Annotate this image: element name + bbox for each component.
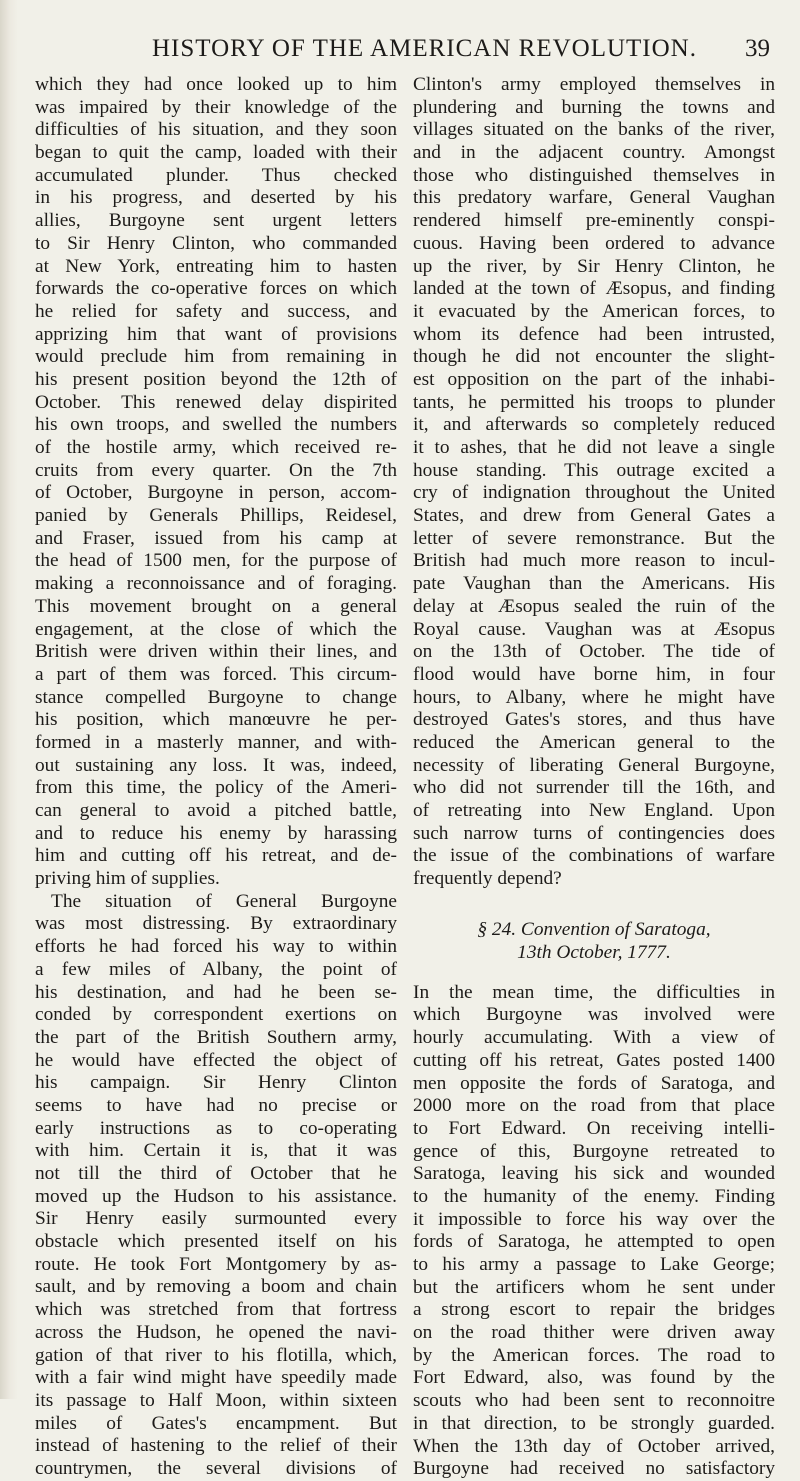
right-column-lines-after-heading	[413, 982, 775, 1481]
text-line: the part of the British Southern army,	[35, 1026, 397, 1048]
text-line: letter of severe remonstrance. But the	[413, 527, 775, 549]
text-line: a few miles of Albany, the point of	[35, 958, 397, 980]
text-line: obstacle which presented itself on his	[35, 1231, 397, 1253]
text-line: though he did not encounter the slight-	[413, 346, 775, 368]
text-line: on the 13th of October. The tide of	[413, 641, 775, 663]
text-line: a part of them was forced. This circum-	[35, 663, 397, 685]
text-line: The situation of General Burgoyne	[51, 890, 397, 912]
text-line: was most distressing. By extraordinary	[35, 913, 397, 935]
text-line: formed in a masterly manner, and with-	[35, 731, 397, 753]
text-line: British were driven within their lines, and	[35, 641, 397, 663]
text-line: but the artificers whom he sent under	[413, 1276, 775, 1298]
text-line: of retreating into New England. Upon	[413, 800, 775, 821]
right-text-column	[413, 74, 775, 1481]
text-line: his destination, and had he been se-	[35, 981, 397, 1003]
text-line: on the road thither were driven away	[413, 1322, 775, 1344]
text-line: it evacuated by the American forces, to	[413, 300, 775, 322]
text-line: instead of hastening to the relief of their	[35, 1435, 397, 1457]
text-line: Fort Edward, also, was found by the	[413, 1367, 775, 1389]
text-line: with a fair wind might have speedily made	[35, 1367, 397, 1389]
text-line: frequently depend?	[413, 868, 562, 890]
text-line: him and cutting off his retreat, and de-	[35, 845, 397, 867]
text-line: panied by Generals Phillips, Reidesel,	[35, 505, 397, 527]
text-line: by the American forces. The road to	[413, 1344, 775, 1366]
text-line: sault, and by removing a boom and chain	[35, 1276, 397, 1298]
text-line: to his army a passage to Lake George;	[413, 1254, 775, 1275]
heading-spacing	[413, 964, 775, 982]
text-line: men opposite the fords of Saratoga, and	[413, 1072, 775, 1094]
text-line: which Burgoyne was involved were	[413, 1004, 775, 1026]
text-line: gence of this, Burgoyne retreated to	[413, 1140, 775, 1162]
text-line: early instructions as to co-operating	[35, 1117, 397, 1139]
text-line: of the hostile army, which received re-	[35, 437, 397, 458]
text-line: In the mean time, the difficulties in	[413, 981, 775, 1003]
running-title: HISTORY OF THE AMERICAN REVOLUTION.	[152, 35, 697, 62]
text-line: those who distinguished themselves in	[413, 164, 775, 186]
text-line: such narrow turns of contingencies does	[413, 822, 775, 844]
text-line: Royal cause. Vaughan was at Æsopus	[413, 618, 775, 640]
text-line: necessity of liberating General Burgoyne,	[413, 754, 775, 776]
text-line: was impaired by their knowledge of the	[35, 96, 397, 118]
text-line: can general to avoid a pitched battle,	[35, 800, 397, 821]
text-line: plundering and burning the towns and	[413, 96, 775, 118]
text-line: and Fraser, issued from his camp at	[35, 527, 397, 549]
section-heading	[453, 918, 735, 964]
text-line: fords of Saratoga, he attempted to open	[413, 1231, 775, 1253]
text-line: began to quit the camp, loaded with their	[35, 142, 397, 164]
text-line: hourly accumulating. With a view of	[413, 1027, 775, 1049]
text-line: rendered himself pre-eminently conspi-	[413, 210, 775, 232]
text-line: forwards the co-operative forces on which	[35, 278, 397, 300]
left-column-lines	[35, 74, 397, 1481]
text-line: from this time, the policy of the Ameri-	[35, 777, 397, 799]
text-line: apprizing him that want of provisions	[35, 323, 397, 345]
text-line: Sir Henry easily surmounted every	[35, 1208, 397, 1230]
text-line: efforts he had forced his way to within	[35, 936, 397, 958]
text-line: it to ashes, that he did not leave a single	[413, 437, 775, 458]
text-line: priving him of supplies.	[35, 868, 220, 890]
text-line: house standing. This outrage excited a	[413, 459, 775, 481]
text-line: which they had once looked up to him	[35, 74, 397, 95]
text-line: the issue of the combinations of warfare	[413, 845, 775, 867]
text-line: delay at Æsopus sealed the ruin of the	[413, 595, 775, 617]
text-line: moved up the Hudson to his assistance.	[35, 1185, 397, 1207]
text-line: route. He took Fort Montgomery by as-	[35, 1253, 397, 1275]
text-line: pate Vaughan than the Americans. His	[413, 573, 775, 595]
text-line: cry of indignation throughout the United	[413, 482, 775, 504]
text-line: of October, Burgoyne in person, accom-	[35, 482, 397, 504]
text-line: this predatory warfare, General Vaughan	[413, 187, 775, 209]
text-line: cruits from every quarter. On the 7th	[35, 459, 397, 481]
text-line: whom its defence had been intrusted,	[413, 323, 775, 345]
text-line: hours, to Albany, where he might have	[413, 686, 775, 708]
text-line: difficulties of his situation, and they soon	[35, 119, 397, 141]
text-line: to Fort Edward. On receiving intelli-	[413, 1117, 775, 1139]
text-line: who did not surrender till the 16th, and	[413, 777, 775, 799]
text-line: across the Hudson, he opened the navi-	[35, 1321, 397, 1343]
text-line: miles of Gates's encampment. But	[35, 1412, 397, 1434]
text-line: and to reduce his enemy by harassing	[35, 822, 397, 844]
text-line: est opposition on the part of the inhabi-	[413, 368, 775, 390]
text-line: landed at the town of Æsopus, and finding	[413, 278, 775, 300]
page-header	[0, 34, 800, 68]
text-line: tants, he permitted his troops to plunder	[413, 391, 775, 413]
text-line: gation of that river to his flotilla, which,	[35, 1344, 397, 1366]
text-line: villages situated on the banks of the river,	[413, 119, 775, 141]
text-line: Burgoyne had received no satisfactory	[413, 1458, 775, 1480]
text-line: October. This renewed delay dispirited	[35, 391, 397, 413]
text-line: to Sir Henry Clinton, who commanded	[35, 232, 397, 254]
text-line: the head of 1500 men, for the purpose of	[35, 550, 397, 572]
text-line: and in the adjacent country. Amongst	[413, 142, 775, 164]
text-line: cutting off his retreat, Gates posted 1400	[413, 1049, 775, 1071]
text-line: engagement, at the close of which the	[35, 618, 397, 640]
text-line: a strong escort to repair the bridges	[413, 1299, 775, 1321]
text-line: in his progress, and deserted by his	[35, 187, 397, 209]
text-line: his own troops, and swelled the numbers	[35, 414, 397, 436]
text-line: his campaign. Sir Henry Clinton	[35, 1072, 397, 1094]
text-line: When the 13th day of October arrived,	[413, 1435, 775, 1457]
text-line: scouts who had been sent to reconnoitre	[413, 1390, 775, 1412]
text-line: making a reconnoissance and of foraging.	[35, 573, 397, 595]
text-line: out sustaining any loss. It was, indeed,	[35, 754, 397, 776]
heading-spacing	[413, 891, 775, 918]
text-line: 2000 more on the road from that place	[413, 1095, 775, 1117]
section-heading-title: § 24. Convention of Saratoga,	[477, 918, 711, 940]
text-line: allies, Burgoyne sent urgent letters	[35, 210, 397, 232]
text-line: accumulated plunder. Thus checked	[35, 164, 397, 186]
text-line: States, and drew from General Gates a	[413, 505, 775, 527]
text-line: with him. Certain it is, that it was	[35, 1140, 397, 1162]
text-line: flood would have borne him, in four	[413, 663, 775, 685]
right-column-lines-before-heading	[413, 74, 775, 891]
left-text-column	[35, 74, 397, 1481]
text-line: it impossible to force his way over the	[413, 1208, 775, 1230]
page-number: 39	[745, 35, 770, 62]
text-line: This movement brought on a general	[35, 595, 397, 617]
text-line: his present position beyond the 12th of	[35, 368, 397, 390]
text-line: reduced the American general to the	[413, 731, 775, 753]
text-line: stance compelled Burgoyne to change	[35, 686, 397, 708]
text-line: it, and afterwards so completely reduced	[413, 414, 775, 436]
text-line: he relied for safety and success, and	[35, 300, 397, 322]
text-line: British had much more reason to incul-	[413, 550, 775, 572]
section-heading-date: 13th October, 1777.	[517, 941, 671, 963]
text-line: Clinton's army employed themselves in	[413, 74, 775, 95]
text-line: not till the third of October that he	[35, 1163, 397, 1184]
text-line: countrymen, the several divisions of	[35, 1457, 397, 1479]
text-line: conded by correspondent exertions on	[35, 1004, 397, 1026]
text-line: Saratoga, leaving his sick and wounded	[413, 1163, 775, 1185]
text-line: destroyed Gates's stores, and thus have	[413, 709, 775, 731]
text-line: he would have effected the object of	[35, 1049, 397, 1071]
text-line: to the humanity of the enemy. Finding	[413, 1185, 775, 1207]
text-line: its passage to Half Moon, within sixteen	[35, 1389, 397, 1411]
text-line: at New York, entreating him to hasten	[35, 255, 397, 277]
text-line: his position, which manœuvre he per-	[35, 709, 397, 731]
text-line: in that direction, to be strongly guarded.	[413, 1412, 775, 1434]
text-line: which was stretched from that fortress	[35, 1299, 397, 1321]
text-line: seems to have had no precise or	[35, 1094, 397, 1116]
text-line: up the river, by Sir Henry Clinton, he	[413, 255, 775, 277]
text-line: cuous. Having been ordered to advance	[413, 232, 775, 254]
page-binding-shadow	[0, 0, 18, 1399]
text-line: would preclude him from remaining in	[35, 346, 397, 368]
